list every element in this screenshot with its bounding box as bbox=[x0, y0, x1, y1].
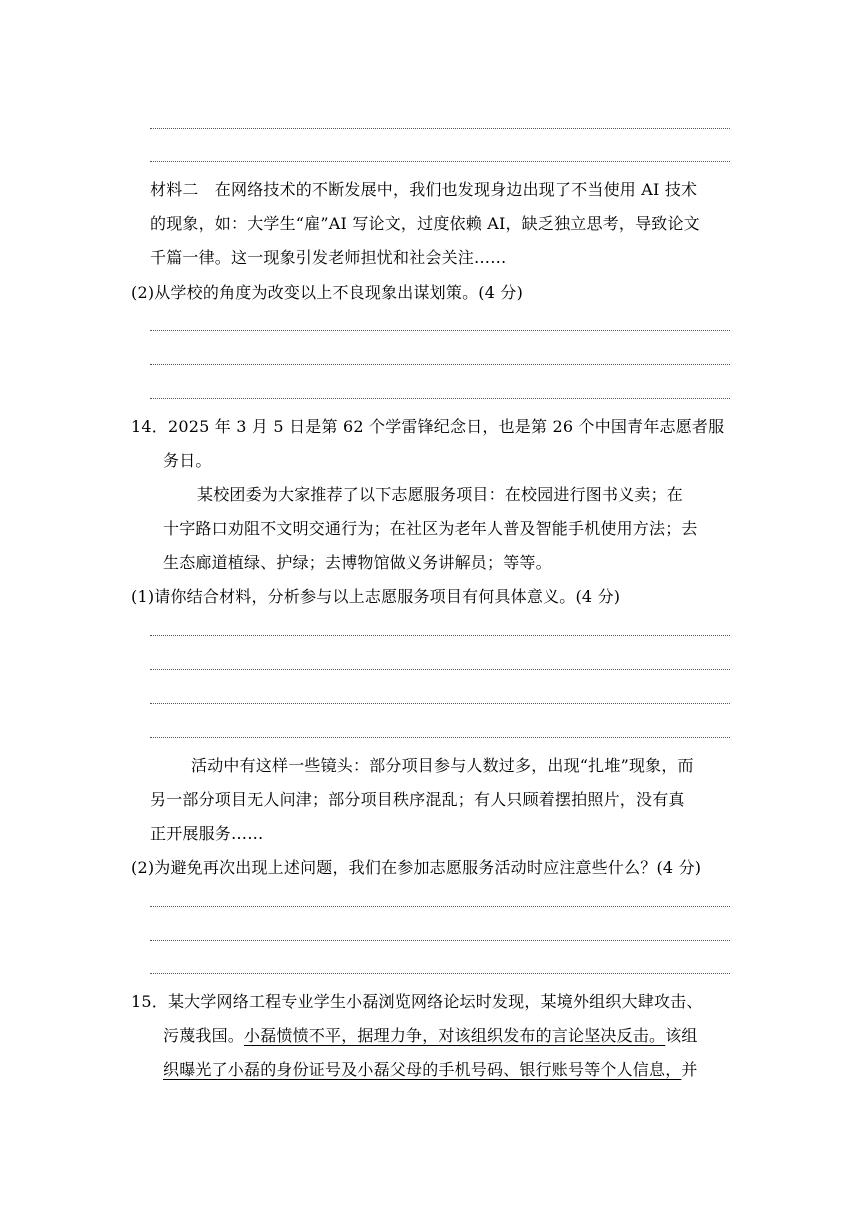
answer-line bbox=[150, 330, 730, 331]
answer-line bbox=[150, 940, 730, 941]
question-stem: 14．2025 年 3 月 5 日是第 62 个学雷锋纪念日，也是第 26 个中国青年志愿者服 bbox=[131, 417, 725, 436]
material-text: 的现象，如：大学生“雇”AI 写论文，过度依赖 AI，缺乏独立思考，导致论文 bbox=[150, 214, 700, 233]
stem-plain: 并 bbox=[681, 1060, 698, 1079]
material-text: 材料二 在网络技术的不断发展中，我们也发现身边出现了不当使用 AI 技术 bbox=[150, 180, 698, 199]
question-text: (1)请你结合材料，分析参与以上志愿服务项目有何具体意义。(4 分) bbox=[131, 587, 621, 606]
material-text: 千篇一律。这一现象引发老师担忧和社会关注…… bbox=[150, 248, 507, 267]
answer-line bbox=[150, 128, 730, 129]
answer-line bbox=[150, 635, 730, 636]
underlined-text: 织曝光了小磊的身份证号及小磊父母的手机号码、银行账号等个人信息， bbox=[163, 1060, 682, 1079]
question-stem: 15．某大学网络工程专业学生小磊浏览网络论坛时发现，某境外组织大肆攻击、 bbox=[131, 992, 703, 1011]
scenario-text: 另一部分项目无人问津；部分项目秩序混乱；有人只顾着摆拍照片，没有真 bbox=[150, 790, 685, 809]
scenario-text: 活动中有这样一些镜头：部分项目参与人数过多，出现“扎堆”现象，而 bbox=[191, 756, 694, 775]
answer-line bbox=[150, 364, 730, 365]
scenario-text: 正开展服务…… bbox=[150, 824, 264, 843]
stem-plain: 污蔑我国。 bbox=[163, 1026, 245, 1045]
answer-line bbox=[150, 973, 730, 974]
question-stem: 务日。 bbox=[163, 451, 212, 470]
answer-line bbox=[150, 669, 730, 670]
answer-line bbox=[150, 398, 730, 399]
stem-plain: 该组 bbox=[665, 1026, 698, 1045]
material-text: 生态廊道植绿、护绿；去博物馆做义务讲解员；等等。 bbox=[163, 553, 552, 572]
answer-line bbox=[150, 703, 730, 704]
question-text: (2)为避免再次出现上述问题，我们在参加志愿服务活动时应注意些什么？(4 分) bbox=[131, 858, 702, 877]
underlined-text: 小磊愤愤不平，据理力争，对该组织发布的言论坚决反击。 bbox=[244, 1026, 666, 1045]
answer-line bbox=[150, 737, 730, 738]
question-text: (2)从学校的角度为改变以上不良现象出谋划策。(4 分) bbox=[131, 283, 524, 302]
material-text: 十字路口劝阻不文明交通行为；在社区为老年人普及智能手机使用方法；去 bbox=[163, 519, 698, 538]
answer-line bbox=[150, 161, 730, 162]
question-stem bbox=[163, 1060, 698, 1080]
material-text: 某校团委为大家推荐了以下志愿服务项目：在校园进行图书义卖；在 bbox=[197, 485, 684, 504]
question-stem bbox=[163, 1026, 698, 1046]
answer-line bbox=[150, 906, 730, 907]
